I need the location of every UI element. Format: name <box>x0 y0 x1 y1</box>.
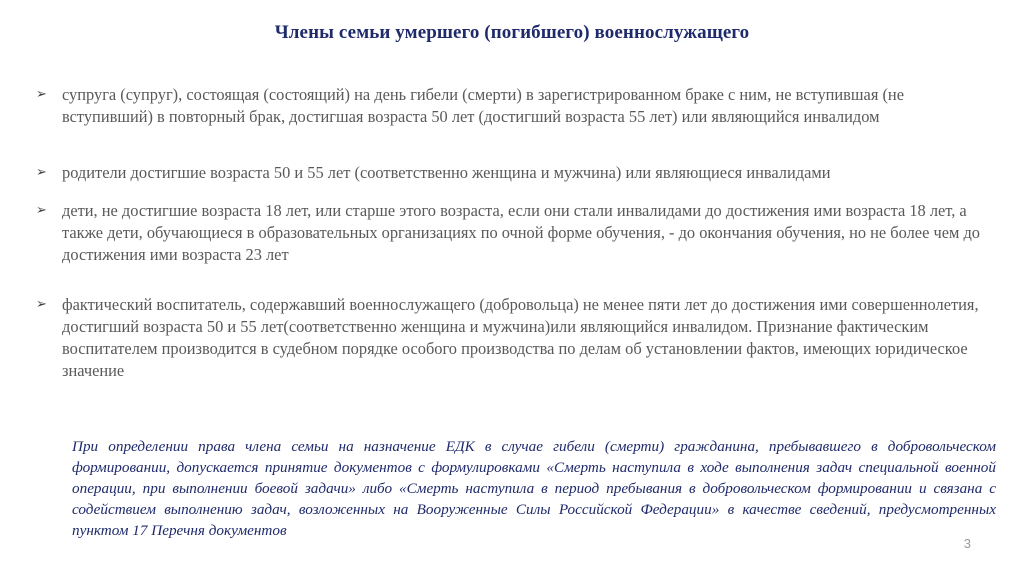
arrow-bullet-icon: ➢ <box>36 87 47 102</box>
page-number: 3 <box>963 536 971 551</box>
arrow-bullet-icon: ➢ <box>36 165 47 180</box>
list-item <box>34 84 994 128</box>
list-item <box>34 200 994 266</box>
bullet-text-parents: родители достигшие возраста 50 и 55 лет (соответственно женщина и мужчина) или являющиеся инвалидами <box>62 163 831 182</box>
bullet-text-children: дети, не достигшие возраста 18 лет, или старше этого возраста, если они стали инвалидами до достижения ими возраста 18 лет, а также дети, обучающиеся в образовательных организациях по очной форме обучения, - до окончания обучения, но не более чем до достижения ими возраста 23 лет <box>62 201 980 264</box>
bullet-text-guardian: фактический воспитатель, содержавший военнослужащего (добровольца) не менее пяти лет до достижения ими совершеннолетия, достигший возраста 50 и 55 лет(соответственно женщина и мужчина)или являющийся инвалидом. Признание фактическим воспитателем производится в судебном порядке особого производства по делам об установлении фактов, имеющих юридическое значение <box>62 295 979 380</box>
arrow-bullet-icon: ➢ <box>36 203 47 218</box>
italic-note: При определении права члена семьи на назначение ЕДК в случае гибели (смерти) гражданина, пребывавшего в добровольческом формировании, допускается принятие документов с формулировками «Смерть наступила в ходе выполнения задач специальной военной операции, при выполнении боевой задачи» либо «Смерть наступила в период пребывания в добровольческом формировании и связана с содействием выполнению задач, возложенных на Вооруженные Силы Российской Федерации» в качестве сведений, предусмотренных пунктом 17 Перечня документов <box>72 438 996 539</box>
page-title: Члены семьи умершего (погибшего) военнослужащего <box>274 22 750 43</box>
bullet-text-spouse: супруга (супруг), состоящая (состоящий) на день гибели (смерти) в зарегистрированном браке с ним, не вступившая (не вступивший) в повторный брак, достигшая возраста 50 лет (достигший возраста 55 лет) или являющийся инвалидом <box>62 85 904 126</box>
list-item <box>34 162 994 184</box>
arrow-bullet-icon: ➢ <box>36 297 47 312</box>
bullet-list <box>34 84 994 382</box>
list-item <box>34 294 994 382</box>
